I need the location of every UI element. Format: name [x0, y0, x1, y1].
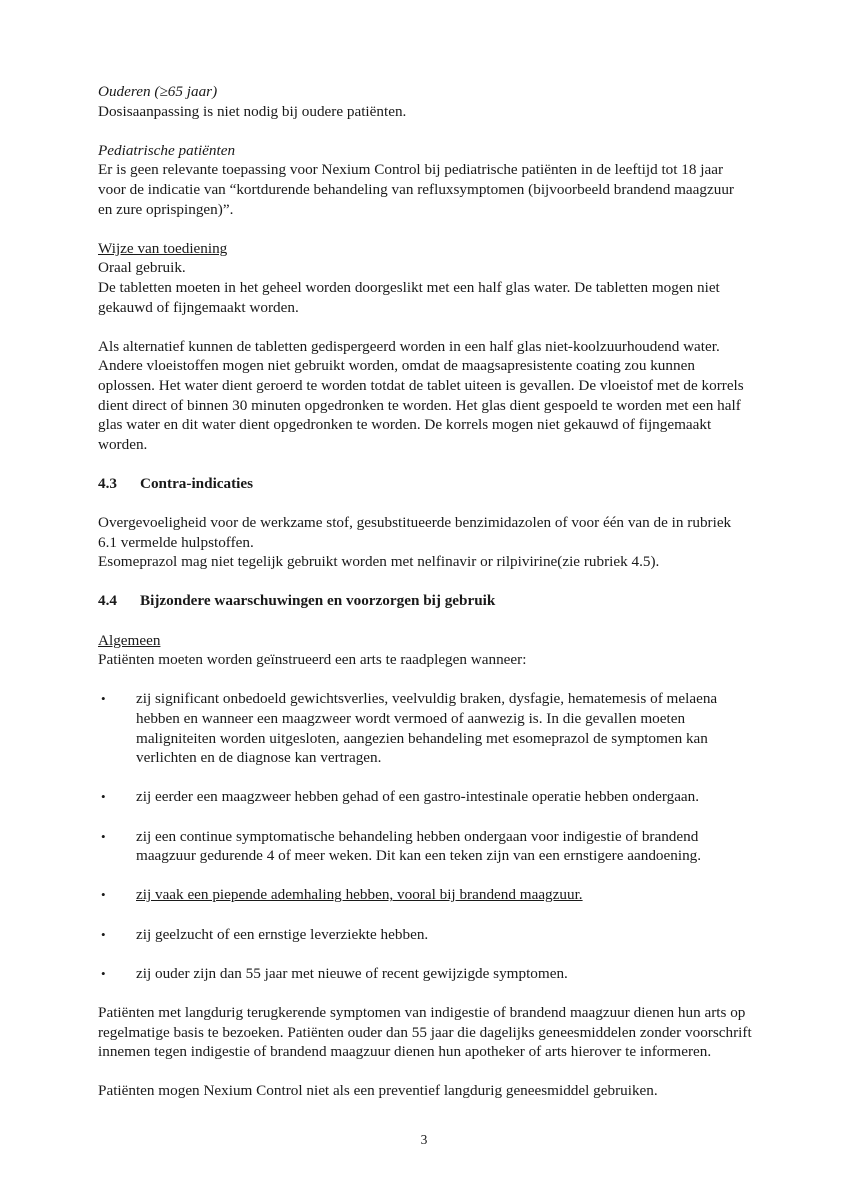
bullet-icon: • [101, 926, 106, 942]
body-paragraph: Er is geen relevante toepassing voor Nexium Control bij pediatrische patiënten in de leeftijd tot 18 jaar voor de indicatie van “kortdurende behandeling van refluxsymptomen (bijvoorbeeld brandend maagzuur en zure oprispingen)”. [98, 161, 734, 218]
section-title: Bijzondere waarschuwingen en voorzorgen bij gebruik [140, 592, 496, 610]
document-body [98, 82, 752, 1101]
paragraph-spacer [98, 454, 752, 474]
list-item [98, 689, 752, 767]
subheading-italic: Ouderen (≥65 jaar) [98, 83, 218, 100]
list-item-text: zij geelzucht of een ernstige leverziekte hebben. [136, 925, 429, 943]
body-paragraph: Esomeprazol mag niet tegelijk gebruikt worden met nelfinavir or rilpivirine(zie rubriek 4.5). [98, 553, 660, 571]
bullet-icon: • [101, 828, 106, 844]
body-paragraph: Patiënten mogen Nexium Control niet als een preventief langdurig geneesmiddel gebruiken. [98, 1082, 658, 1100]
bullet-icon: • [101, 965, 106, 981]
page-number: 3 [420, 1132, 428, 1147]
section-number: 4.4 [98, 592, 117, 610]
paragraph-spacer [98, 317, 752, 337]
warning-bullet-list [98, 689, 752, 983]
bullet-icon: • [101, 691, 106, 707]
list-item-text: zij ouder zijn dan 55 jaar met nieuwe of recent gewijzigde symptomen. [136, 964, 568, 982]
paragraph-spacer [98, 493, 752, 513]
section-title: Contra-indicaties [140, 474, 254, 492]
list-item-text: zij significant onbedoeld gewichtsverlies, veelvuldig braken, dysfagie, hematemesis of melaena hebben en wanneer een maagzweer wordt vermoed of aanwezig is. In die gevallen moeten maligniteiten worden uitgesloten, aangezien behandeling met esomeprazol de symptomen kan verlichten en de diagnose kan vertragen. [136, 690, 718, 767]
paragraph-spacer [98, 121, 752, 141]
bullet-icon: • [101, 887, 106, 903]
subheading-italic: Pediatrische patiënten [98, 141, 236, 159]
bullet-icon: • [101, 789, 106, 805]
list-item [98, 925, 752, 945]
paragraph-spacer [98, 670, 752, 690]
list-item-text: zij vaak een piepende ademhaling hebben, vooral bij brandend maagzuur. [136, 886, 583, 904]
subheading-underlined: Algemeen [98, 631, 161, 649]
list-item [98, 787, 752, 807]
body-paragraph: Oraal gebruik. [98, 259, 186, 277]
paragraph-spacer [98, 219, 752, 239]
section-heading [98, 474, 752, 494]
list-item [98, 885, 752, 905]
body-paragraph: Patiënten moeten worden geïnstrueerd een arts te raadplegen wanneer: [98, 651, 527, 669]
list-item-text: zij eerder een maagzweer hebben gehad of een gastro-intestinale operatie hebben ondergaan. [136, 788, 700, 806]
paragraph-spacer [98, 1062, 752, 1082]
body-paragraph: Overgevoeligheid voor de werkzame stof, gesubstitueerde benzimidazolen of voor één van de in rubriek 6.1 vermelde hulpstoffen. [98, 514, 732, 551]
body-paragraph: Als alternatief kunnen de tabletten gedispergeerd worden in een half glas niet-koolzuurhoudend water. Andere vloeistoffen mogen niet gebruikt worden, omdat de maagsapresistente coating zou kunnen oplossen. Het water dient geroerd te worden totdat de tablet uiteen is gevallen. De vloeistof met de korrels dient direct of binnen 30 minuten opgedronken te worden. Het glas dient gespoeld te worden met een half glas water en dit water dient opgedronken te worden. De korrels mogen niet gekauwd of fijngemaakt worden. [98, 337, 744, 453]
subheading-underlined: Wijze van toediening [98, 239, 228, 257]
section-number: 4.3 [98, 474, 117, 492]
body-paragraph: Patiënten met langdurig terugkerende symptomen van indigestie of brandend maagzuur dienen hun arts op regelmatige basis te bezoeken. Patiënten ouder dan 55 jaar die dagelijks geneesmiddelen zonder voorschrift innemen tegen indigestie of brandend maagzuur dienen hun apotheker of arts hierover te informeren. [98, 1003, 752, 1061]
body-paragraph: Dosisaanpassing is niet nodig bij oudere patiënten. [98, 102, 407, 120]
list-item-text: zij een continue symptomatische behandeling hebben ondergaan voor indigestie of brandend maagzuur gedurende 4 of meer weken. Dit kan een teken zijn van een ernstigere aandoening. [136, 827, 702, 865]
paragraph-spacer [98, 611, 752, 631]
list-item [98, 827, 752, 866]
body-paragraph: De tabletten moeten in het geheel worden doorgeslikt met een half glas water. De tabletten mogen niet gekauwd of fijngemaakt worden. [98, 278, 720, 316]
paragraph-spacer [98, 572, 752, 592]
list-item [98, 964, 752, 984]
section-heading [98, 591, 752, 611]
